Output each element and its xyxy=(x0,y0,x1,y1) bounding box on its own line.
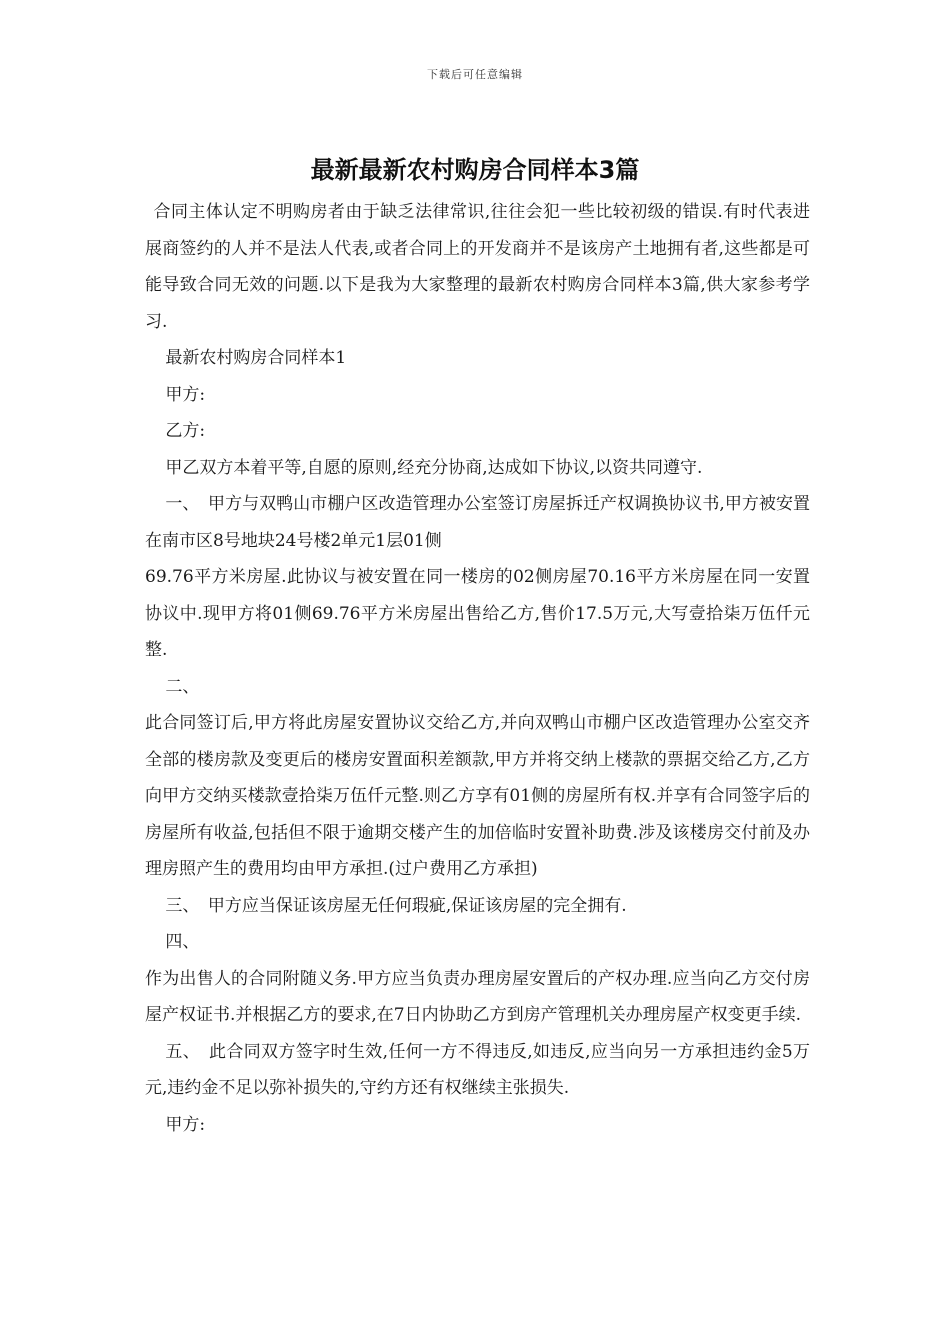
document-body xyxy=(145,194,810,1143)
page-header: 下载后可任意编辑 xyxy=(427,68,523,81)
clause-4-number: 四、 xyxy=(165,932,200,952)
party-a-label: 甲方: xyxy=(165,384,206,405)
party-b-label: 乙方: xyxy=(165,421,206,441)
clause-2-number: 二、 xyxy=(165,676,200,697)
clause-2-text: 此合同签订后,甲方将此房屋安置协议交给乙方,并向双鸭山市棚户区改造管理办公室交齐全部的楼房款及变更后的楼房安置面积差额款,甲方并将交纳上楼款的票据交给乙方,乙方向甲方交纳买楼款壹拾柒万伍仟元整.则乙方享有01侧的房屋所有权.并享有合同签字后的房屋所有收益,包括但不限于逾期交楼产生的加倍临时安置补助费.涉及该楼房交付前及办理房照产生的费用均由甲方承担.(过户费用乙方承担) xyxy=(145,713,810,879)
agreement-preamble: 甲乙双方本着平等,自愿的原则,经充分协商,达成如下协议,以资共同遵守. xyxy=(165,457,703,478)
document-title: 最新最新农村购房合同样本3篇 xyxy=(310,156,640,184)
sample-heading: 最新农村购房合同样本1 xyxy=(165,348,347,368)
clause-1-continued: 69.76平方米房屋.此协议与被安置在同一楼房的02侧房屋70.16平方米房屋在同一安置协议中.现甲方将01侧69.76平方米房屋出售给乙方,售价17.5万元,大写壹拾柒万伍仟元整. xyxy=(145,567,810,660)
party-a-signature-label: 甲方: xyxy=(165,1114,206,1135)
clause-1: 一、 甲方与双鸭山市棚户区改造管理办公室签订房屋拆迁产权调换协议书,甲方被安置在南市区8号地块24号楼2单元1层01侧 xyxy=(145,494,810,551)
clause-4-text: 作为出售人的合同附随义务.甲方应当负责办理房屋安置后的产权办理.应当向乙方交付房屋产权证书.并根据乙方的要求,在7日内协助乙方到房产管理机关办理房屋产权变更手续. xyxy=(145,968,810,1025)
intro-paragraph: 合同主体认定不明购房者由于缺乏法律常识,往往会犯一些比较初级的错误.有时代表进展商签约的人并不是法人代表,或者合同上的开发商并不是该房产土地拥有者,这些都是可能导致合同无效的问题.以下是我为大家整理的最新农村购房合同样本3篇,供大家参考学习. xyxy=(145,202,810,332)
clause-5: 五、 此合同双方签字时生效,任何一方不得违反,如违反,应当向另一方承担违约金5万元,违约金不足以弥补损失的,守约方还有权继续主张损失. xyxy=(145,1041,810,1098)
clause-3: 三、 甲方应当保证该房屋无任何瑕疵,保证该房屋的完全拥有. xyxy=(165,895,627,916)
